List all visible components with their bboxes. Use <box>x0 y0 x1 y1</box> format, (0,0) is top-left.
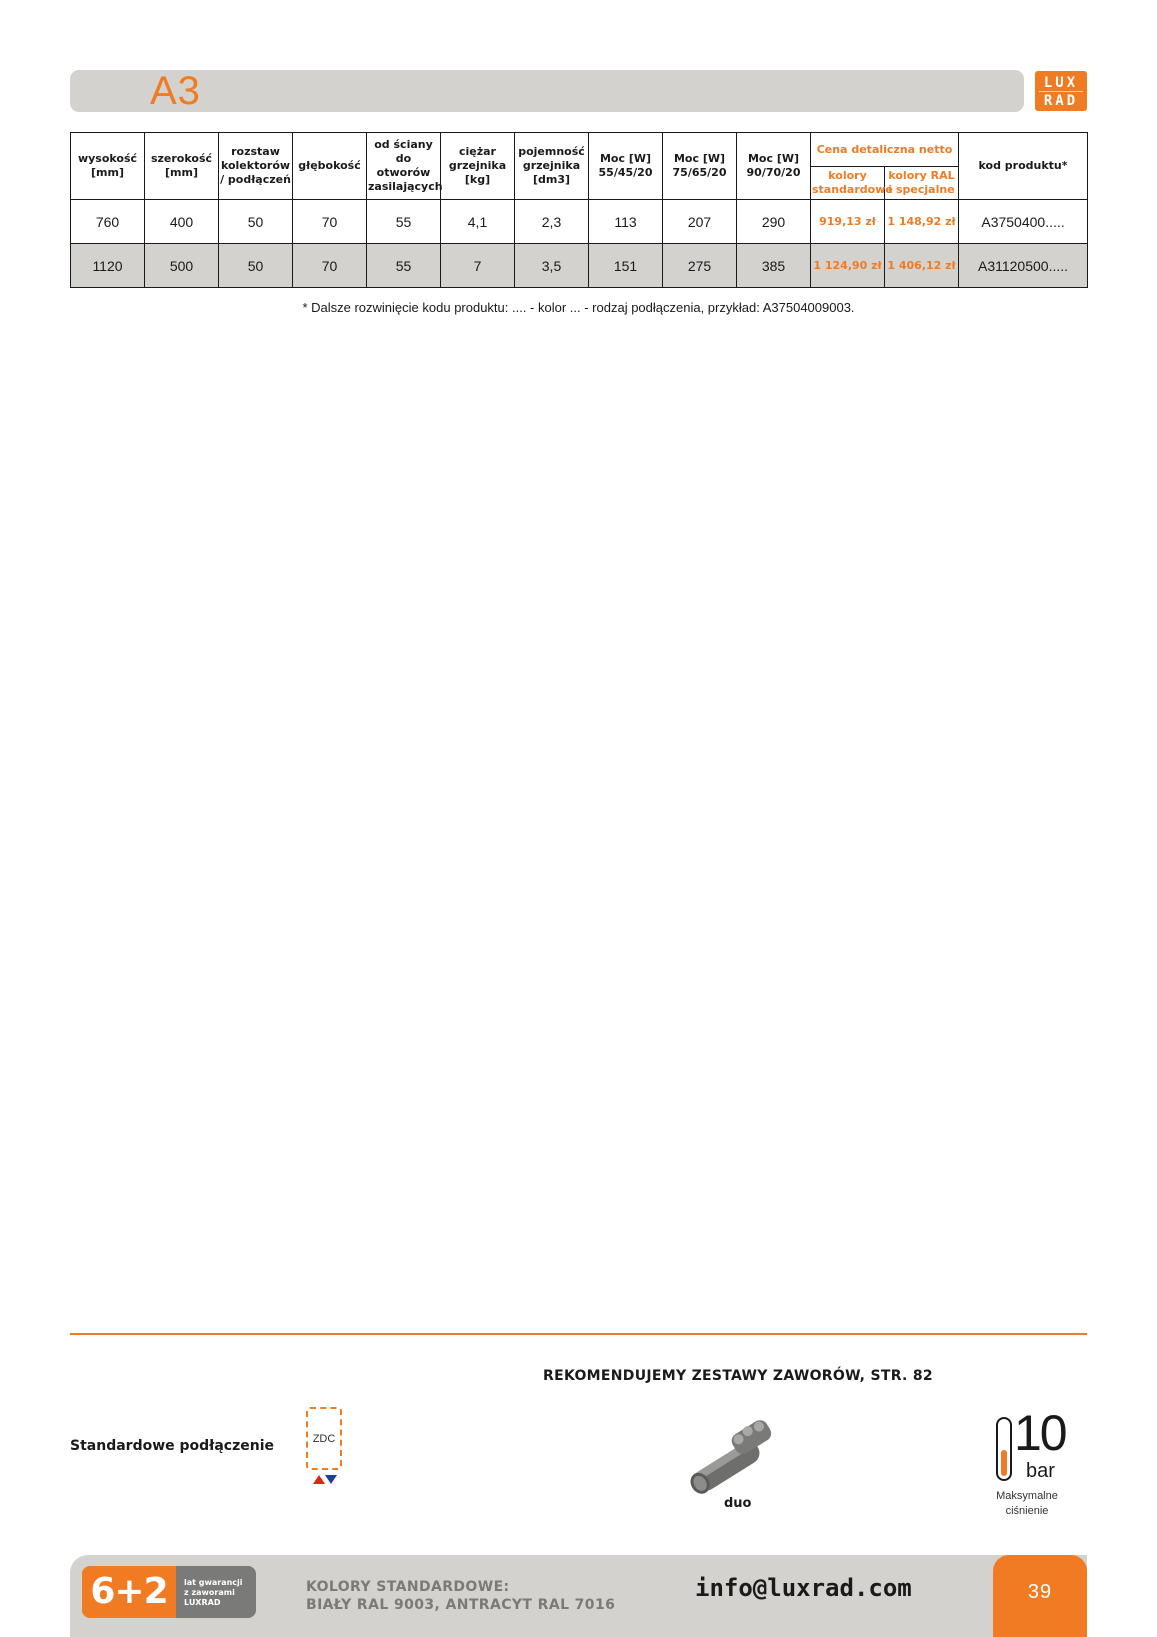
cell-power-2: 275 <box>663 244 737 288</box>
cell-spacing: 50 <box>219 200 293 244</box>
header-power-2: Moc [W] 75/65/20 <box>663 133 737 200</box>
cell-capacity: 2,3 <box>515 200 589 244</box>
spec-table <box>70 132 1088 288</box>
cell-price-ral: 1 406,12 zł <box>885 244 959 288</box>
header-price-ral: kolory RAL i specjalne <box>885 167 959 200</box>
standard-colors-title: KOLORY STANDARDOWE: <box>306 1579 510 1595</box>
standard-colors <box>306 1578 615 1614</box>
valve-recommendation: REKOMENDUJEMY ZESTAWY ZAWORÓW, STR. 82 <box>543 1368 933 1384</box>
cell-power-3: 290 <box>737 200 811 244</box>
header-wall: od ściany do otworów zasilających <box>367 133 441 200</box>
standard-connection-label: Standardowe podłączenie <box>70 1438 275 1454</box>
cell-power-2: 207 <box>663 200 737 244</box>
valve-duo-label: duo <box>724 1496 752 1511</box>
product-code-footnote: * Dalsze rozwinięcie kodu produktu: .... - kolor ... - rodzaj podłączenia, przykład: A37504009003. <box>302 300 855 315</box>
page-number-tab <box>993 1555 1087 1637</box>
header-spacing: rozstaw kolektorów / podłączeń <box>219 133 293 200</box>
table-row <box>71 244 1088 288</box>
pressure-caption <box>990 1489 1064 1519</box>
connection-code: ZDC <box>312 1433 336 1445</box>
table-row <box>71 200 1088 244</box>
cell-height: 1120 <box>71 244 145 288</box>
cell-price-ral: 1 148,92 zł <box>885 200 959 244</box>
flow-arrows-icon <box>311 1474 339 1484</box>
connection-icon <box>306 1407 342 1470</box>
cell-price-std: 1 124,90 zł <box>811 244 885 288</box>
header-price-std: kolory standardowe <box>811 167 885 200</box>
cell-power-1: 113 <box>589 200 663 244</box>
cell-wall: 55 <box>367 200 441 244</box>
cell-depth: 70 <box>293 200 367 244</box>
header-price-group: Cena detaliczna netto <box>811 133 959 167</box>
warranty-text <box>176 1566 256 1618</box>
pressure-caption-line-2: ciśnienie <box>1005 1505 1049 1517</box>
max-pressure-badge <box>990 1405 1070 1483</box>
header-depth: głębokość <box>293 133 367 200</box>
header-weight: ciężar grzejnika [kg] <box>441 133 515 200</box>
title-bar <box>70 70 1024 112</box>
cell-price-std: 919,13 zł <box>811 200 885 244</box>
warranty-badge <box>82 1566 256 1618</box>
cell-weight: 7 <box>441 244 515 288</box>
cell-power-1: 151 <box>589 244 663 288</box>
cell-depth: 70 <box>293 244 367 288</box>
pressure-value: 10 <box>1014 1405 1066 1461</box>
header-height: wysokość [mm] <box>71 133 145 200</box>
header-capacity: pojemność grzejnika [dm3] <box>515 133 589 200</box>
cell-power-3: 385 <box>737 244 811 288</box>
pressure-gauge-fill <box>1001 1450 1007 1476</box>
page-title: A3 <box>150 69 201 113</box>
cell-code: A31120500..... <box>959 244 1088 288</box>
header-code: kod produktu* <box>959 133 1088 200</box>
warranty-line-3: LUXRAD <box>184 1598 221 1607</box>
cell-height: 760 <box>71 200 145 244</box>
warranty-line-1: lat gwarancji <box>184 1578 243 1587</box>
cell-weight: 4,1 <box>441 200 515 244</box>
header-power-3: Moc [W] 90/70/20 <box>737 133 811 200</box>
luxrad-logo <box>1035 71 1087 111</box>
warranty-line-2: z zaworami <box>184 1588 235 1597</box>
pressure-gauge-icon <box>996 1417 1012 1481</box>
contact-email: info@luxrad.com <box>695 1574 912 1602</box>
cell-spacing: 50 <box>219 244 293 288</box>
pressure-unit: bar <box>1026 1460 1055 1482</box>
cell-code: A3750400..... <box>959 200 1088 244</box>
section-divider <box>70 1333 1087 1335</box>
logo-line-2: RAD <box>1043 93 1079 109</box>
header-width: szerokość [mm] <box>145 133 219 200</box>
cell-width: 400 <box>145 200 219 244</box>
cell-wall: 55 <box>367 244 441 288</box>
cell-capacity: 3,5 <box>515 244 589 288</box>
page-number: 39 <box>1027 1581 1053 1603</box>
pressure-caption-line-1: Maksymalne <box>996 1490 1058 1502</box>
logo-line-1: LUX <box>1039 76 1083 92</box>
standard-colors-list: BIAŁY RAL 9003, ANTRACYT RAL 7016 <box>306 1597 616 1613</box>
warranty-number: 6+2 <box>82 1566 176 1618</box>
cell-width: 500 <box>145 244 219 288</box>
header-power-1: Moc [W] 55/45/20 <box>589 133 663 200</box>
valve-duo-icon <box>680 1420 790 1495</box>
